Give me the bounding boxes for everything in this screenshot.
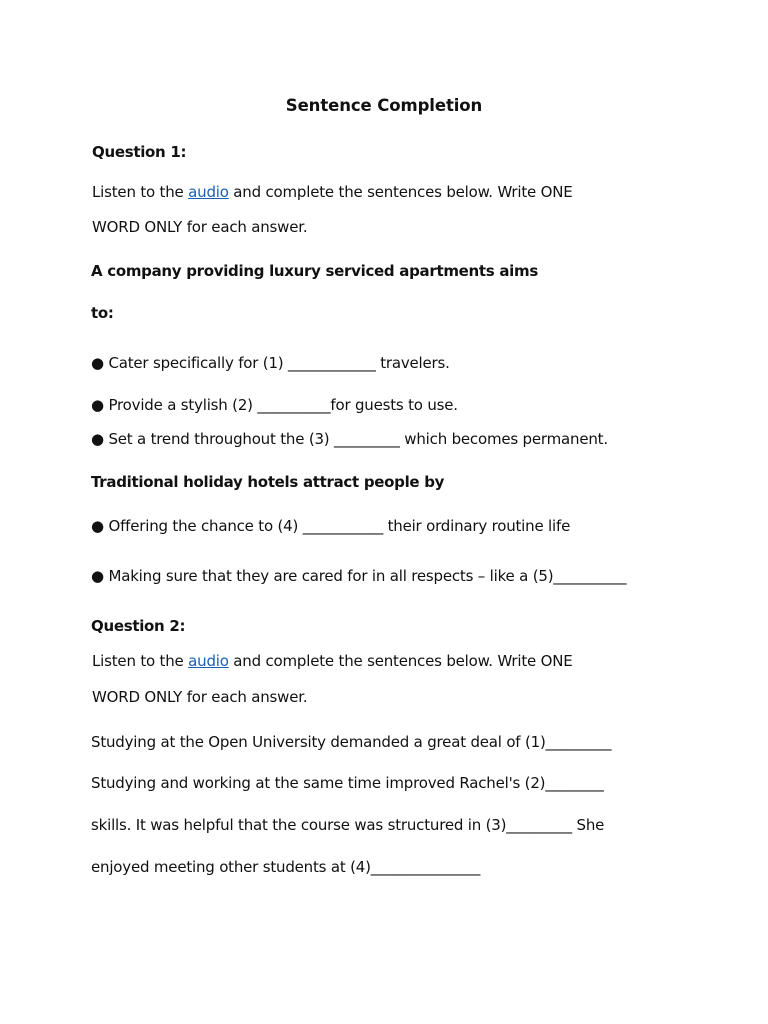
question-2-heading: Question 2: xyxy=(91,617,186,635)
paragraph-line: enjoyed meeting other students at (4)_______________ xyxy=(91,858,481,876)
paragraph-line: skills. It was helpful that the course was structured in (3)_________ She xyxy=(91,816,605,834)
question-1-instruction-line-1 xyxy=(92,182,573,202)
instruction-text: Listen to the xyxy=(92,652,189,670)
audio-link[interactable]: audio xyxy=(188,652,229,670)
audio-link[interactable]: audio xyxy=(188,183,229,201)
paragraph-line: Studying at the Open University demanded a great deal of (1)_________ xyxy=(91,733,612,751)
instruction-text: and complete the sentences below. Write ONE xyxy=(228,652,573,670)
list-item-gap-2: ● Provide a stylish (2) __________for guests to use. xyxy=(91,396,458,414)
question-2-instruction-line-1 xyxy=(92,651,573,671)
question-1-heading: Question 1: xyxy=(92,143,187,161)
question-2-instruction-line-2: WORD ONLY for each answer. xyxy=(92,688,308,706)
page-title: Sentence Completion xyxy=(285,96,483,115)
section-1-heading-continued: to: xyxy=(91,304,114,322)
list-item-gap-1: ● Cater specifically for (1) ____________ travelers. xyxy=(91,354,450,372)
paragraph-line: Studying and working at the same time improved Rachel's (2)________ xyxy=(91,774,604,792)
section-1-heading: A company providing luxury serviced apartments aims xyxy=(91,262,538,280)
list-item-gap-3: ● Set a trend throughout the (3) _________ which becomes permanent. xyxy=(91,430,608,448)
section-2-heading: Traditional holiday hotels attract people by xyxy=(91,473,445,491)
instruction-text: and complete the sentences below. Write ONE xyxy=(228,183,573,201)
list-item-gap-4: ● Offering the chance to (4) ___________ their ordinary routine life xyxy=(91,517,571,535)
question-1-instruction-line-2: WORD ONLY for each answer. xyxy=(92,218,308,236)
instruction-text: Listen to the xyxy=(92,183,189,201)
list-item-gap-5: ● Making sure that they are cared for in all respects – like a (5)__________ xyxy=(91,567,627,585)
